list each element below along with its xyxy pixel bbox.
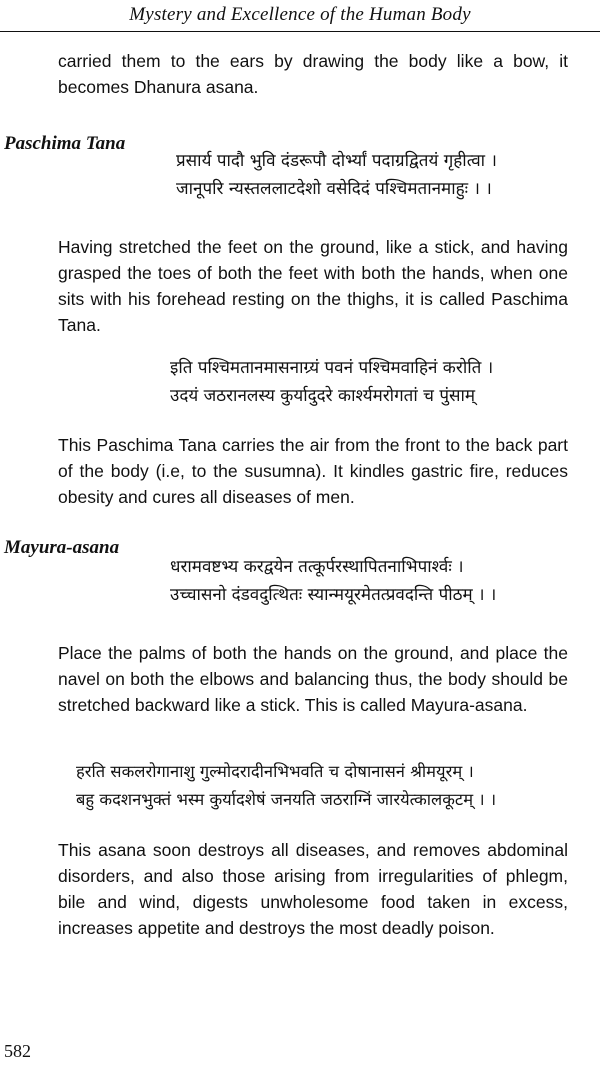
paragraph-paschima-tana-description: Having stretched the feet on the ground, like a stick, and having grasped the toes of both the feet with both the hands, when one sits with his forehead resting on the thighs, it is called Paschima Tana.	[58, 237, 568, 335]
verse-paschima-tana-benefits	[170, 354, 493, 410]
paragraph-mayura-asana-description: Place the palms of both the hands on the ground, and place the navel on both the elbows and balancing thus, the body should be stretched backward like a stick. This is called Mayura-asana.	[58, 643, 568, 715]
running-head: Mystery and Excellence of the Human Body	[129, 4, 471, 25]
verse-line: बहु कदशनभुक्तं भस्म कुर्यादशेषं जनयति जठराग्निं जारयेत्कालकूटम् । ।	[76, 790, 497, 809]
paragraph-dhanura-continuation: carried them to the ears by drawing the body like a bow, it becomes Dhanura asana.	[58, 51, 568, 97]
verse-line: हरति सकलरोगानाशु गुल्मोदरादीनभिभवति च दोषानासनं श्रीमयूरम् ।	[76, 762, 474, 781]
paragraph-mayura-asana-benefits: This asana soon destroys all diseases, and removes abdominal disorders, and also those arising from irregularities of phlegm, bile and wind, digests unwholesome food taken in excess, increases appetite and destroys the most deadly poison.	[58, 840, 568, 938]
section-heading-mayura-asana: Mayura-asana	[4, 537, 120, 558]
verse-line: जानूपरि न्यस्तललाटदेशो वसेदिदं पश्चिमतानमाहुः । ।	[176, 179, 492, 199]
verse-mayura-asana-benefits	[76, 758, 496, 814]
verse-paschima-tana	[176, 147, 497, 203]
verse-mayura-asana	[170, 553, 496, 609]
verse-line: इति पश्चिमतानमासनाग्र्यं पवनं पश्चिमवाहिनं करोति ।	[170, 358, 494, 378]
verse-line: प्रसार्य पादौ भुवि दंडरूपौ दोर्भ्यां पदाग्रद्वितयं गृहीत्वा ।	[176, 151, 497, 171]
section-heading-paschima-tana: Paschima Tana	[4, 133, 126, 154]
paragraph-paschima-tana-benefits: This Paschima Tana carries the air from the front to the back part of the body (i.e, to the susumna). It kindles gastric fire, reduces obesity and cures all diseases of men.	[58, 435, 568, 507]
verse-line: धरामवष्टभ्य करद्वयेन तत्कूर्परस्थापितनाभिपार्श्वः ।	[170, 557, 464, 577]
header-rule	[0, 31, 600, 32]
page-number: 582	[4, 1041, 31, 1061]
verse-line: उच्चासनो दंडवदुत्थितः स्यान्मयूरमेतत्प्रवदन्ति पीठम् । ।	[170, 585, 497, 605]
verse-line: उदयं जठरानलस्य कुर्यादुदरे कार्श्यमरोगतां च पुंसाम्	[170, 386, 476, 406]
